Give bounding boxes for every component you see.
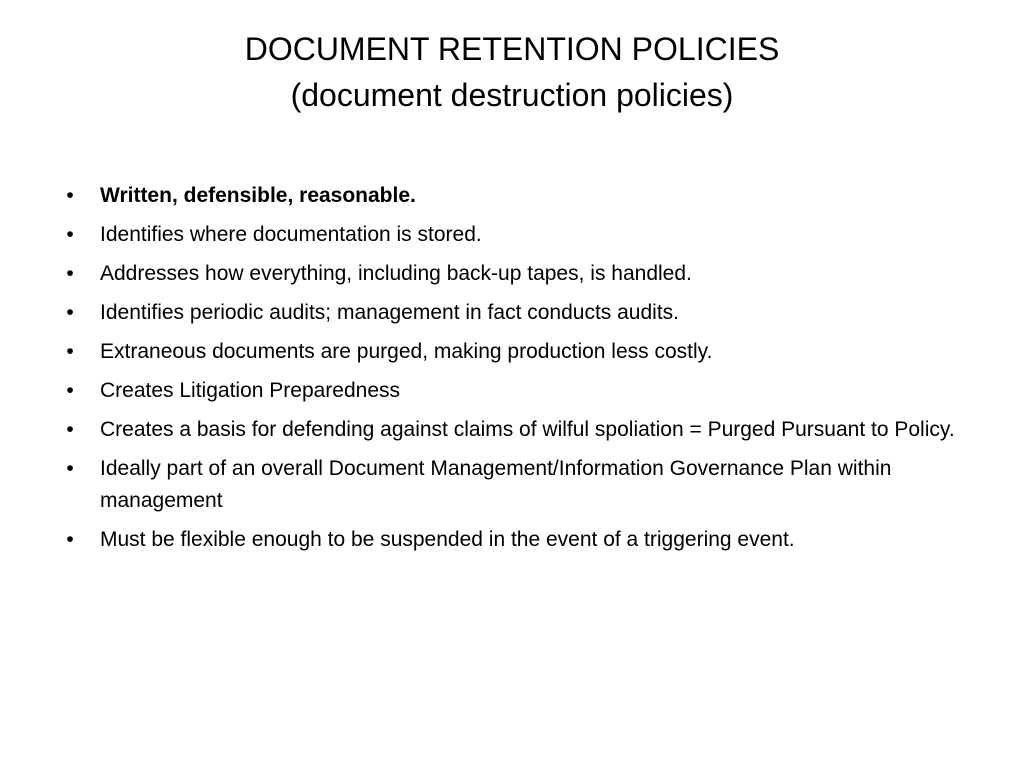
bullet-dot-icon: • xyxy=(66,301,74,324)
bullet-text: Identifies where documentation is stored. xyxy=(100,223,482,246)
bullet-text: Extraneous documents are purged, making production less costly. xyxy=(100,340,713,363)
bullet-dot-icon: • xyxy=(66,184,74,207)
bullet-dot-icon: • xyxy=(66,223,74,246)
bullet-dot-icon: • xyxy=(66,379,74,402)
bullet-item xyxy=(60,453,960,517)
slide-title xyxy=(40,26,984,118)
bullet-item xyxy=(60,524,960,556)
bullet-item xyxy=(60,375,960,407)
title-line-1: DOCUMENT RETENTION POLICIES xyxy=(244,31,780,67)
bullet-text: Must be flexible enough to be suspended in the event of a triggering event. xyxy=(100,528,795,551)
bullet-dot-icon: • xyxy=(66,340,74,363)
bullet-item xyxy=(60,219,960,251)
bullet-item xyxy=(60,336,960,368)
bullet-list xyxy=(60,180,960,563)
bullet-text: Creates Litigation Preparedness xyxy=(100,379,401,402)
title-line-2: (document destruction policies) xyxy=(290,77,734,113)
bullet-item xyxy=(60,180,960,212)
bullet-dot-icon: • xyxy=(66,457,74,480)
bullet-text: Addresses how everything, including back-up tapes, is handled. xyxy=(100,262,692,285)
bullet-item xyxy=(60,258,960,290)
bullet-item xyxy=(60,414,960,446)
bullet-text: Ideally part of an overall Document Management/Information Governance Plan within management xyxy=(100,457,892,512)
bullet-dot-icon: • xyxy=(66,262,74,285)
bullet-text: Identifies periodic audits; management in fact conducts audits. xyxy=(100,301,679,324)
bullet-dot-icon: • xyxy=(66,418,74,441)
bullet-dot-icon: • xyxy=(66,528,74,551)
bullet-item xyxy=(60,297,960,329)
bullet-text: Written, defensible, reasonable. xyxy=(100,184,416,207)
bullet-text: Creates a basis for defending against claims of wilful spoliation = Purged Pursuant to Policy. xyxy=(100,418,955,441)
